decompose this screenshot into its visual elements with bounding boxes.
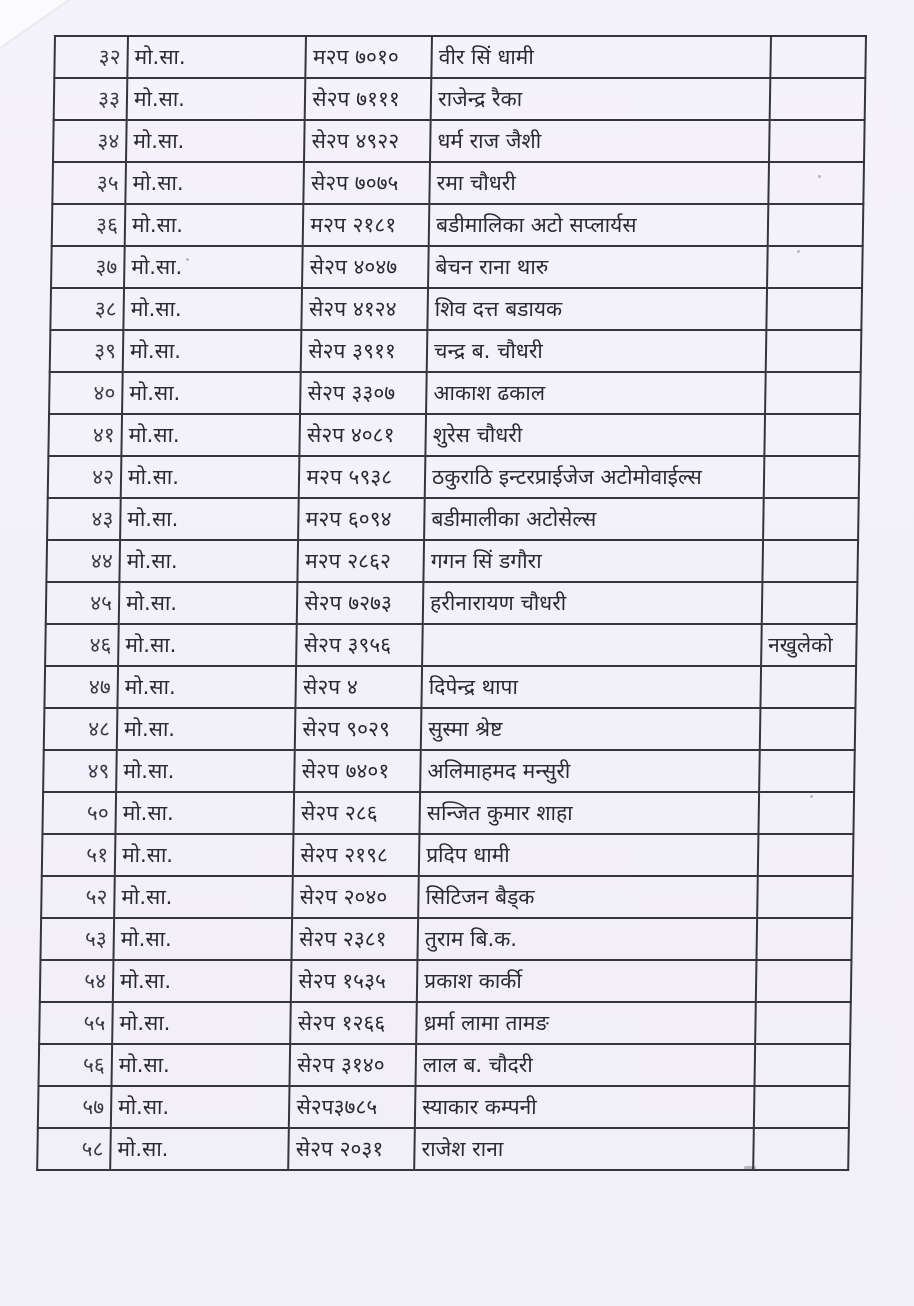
vehicle-type-cell: मो.सा.	[125, 204, 304, 246]
remarks-cell	[763, 456, 859, 498]
serial-number-cell: ४४	[46, 540, 120, 582]
serial-number-cell: ४६	[45, 624, 119, 666]
serial-number-cell: ३३	[54, 78, 128, 120]
registration-number-cell: से२प २०४०	[293, 876, 419, 918]
vehicle-type-cell: मो.सा.	[110, 1128, 289, 1170]
serial-number-cell: ३६	[52, 204, 126, 246]
table-row	[50, 330, 862, 372]
serial-number-cell: ४५	[46, 582, 120, 624]
vehicle-type-cell: मो.सा.	[123, 330, 302, 372]
registration-number-cell: से२प १२६६	[291, 1002, 417, 1044]
registration-number-cell: से२प २३८१	[292, 918, 418, 960]
remarks-cell	[757, 834, 853, 876]
vehicle-type-cell: मो.सा.	[125, 162, 304, 204]
serial-number-cell: ४१	[48, 414, 122, 456]
owner-name-cell: आकाश ढकाल	[426, 372, 765, 414]
table-row	[38, 1044, 850, 1086]
remarks-cell	[754, 1086, 850, 1128]
remarks-cell	[764, 414, 860, 456]
remarks-cell	[763, 498, 859, 540]
table-row	[39, 1002, 851, 1044]
owner-name-cell: प्रदिप धामी	[419, 834, 758, 876]
vehicle-type-cell: मो.सा.	[122, 372, 301, 414]
vehicle-type-cell: मो.सा.	[117, 708, 296, 750]
vehicle-type-cell: मो.सा.	[113, 918, 292, 960]
vehicle-type-cell: मो.सा.	[119, 540, 298, 582]
table-row	[48, 456, 860, 498]
registration-number-cell: म२प ५९३८	[299, 456, 425, 498]
registration-number-cell: से२प ७४०१	[294, 750, 420, 792]
table-row	[40, 918, 852, 960]
owner-name-cell: बडीमालीका अटोसेल्स	[424, 498, 763, 540]
vehicle-type-cell: मो.सा.	[114, 876, 293, 918]
table-row	[44, 708, 856, 750]
vehicle-type-cell: मो.सा.	[121, 456, 300, 498]
registration-number-cell: से२प ७२७३	[297, 582, 423, 624]
table-body	[37, 36, 866, 1170]
table-row	[38, 1086, 850, 1128]
table-row	[50, 288, 862, 330]
remarks-cell	[769, 78, 865, 120]
owner-name-cell: सिटिजन बैड्क	[418, 876, 757, 918]
table-row	[45, 624, 857, 666]
table-row	[52, 204, 864, 246]
vehicle-type-cell: मो.सा.	[124, 246, 303, 288]
remarks-cell	[757, 876, 853, 918]
remarks-cell	[766, 288, 862, 330]
registration-number-cell: से२प ३९११	[301, 330, 427, 372]
table-row	[37, 1128, 849, 1170]
serial-number-cell: ५८	[37, 1128, 111, 1170]
serial-number-cell: ५१	[42, 834, 116, 876]
serial-number-cell: ५०	[42, 792, 116, 834]
remarks-cell	[755, 1002, 851, 1044]
table-row	[53, 120, 865, 162]
registration-number-cell: से२प ३३०७	[300, 372, 426, 414]
registration-number-cell: से२प ४०४७	[302, 246, 428, 288]
owner-name-cell: चन्द्र ब. चौधरी	[427, 330, 766, 372]
vehicle-type-cell: मो.सा.	[126, 120, 305, 162]
registration-number-cell: म२प ७०१०	[306, 36, 432, 78]
table-row	[42, 792, 854, 834]
serial-number-cell: ३४	[53, 120, 127, 162]
registration-number-cell: से२प १५३५	[291, 960, 417, 1002]
vehicle-type-cell: मो.सा.	[116, 750, 295, 792]
table-row	[48, 414, 860, 456]
serial-number-cell: ३५	[52, 162, 126, 204]
registration-number-cell: से२प ९०२९	[295, 708, 421, 750]
table-row	[52, 162, 864, 204]
vehicle-type-cell: मो.सा.	[119, 582, 298, 624]
serial-number-cell: ३९	[50, 330, 124, 372]
serial-number-cell: ५२	[41, 876, 115, 918]
serial-number-cell: ५३	[40, 918, 114, 960]
remarks-cell	[770, 36, 866, 78]
remarks-cell	[765, 330, 861, 372]
registration-number-cell: से२प ७१११	[305, 78, 431, 120]
remarks-cell	[760, 666, 856, 708]
table-row	[51, 246, 863, 288]
table-row	[49, 372, 861, 414]
remarks-cell	[767, 204, 863, 246]
serial-number-cell: ५५	[39, 1002, 113, 1044]
owner-name-cell: लाल ब. चौदरी	[416, 1044, 755, 1086]
serial-number-cell: ३७	[51, 246, 125, 288]
serial-number-cell: ४३	[47, 498, 121, 540]
owner-name-cell: शुरेस चौधरी	[425, 414, 764, 456]
owner-name-cell: स्याकार कम्पनी	[415, 1086, 754, 1128]
registration-number-cell: से२प ३९५६	[296, 624, 422, 666]
owner-name-cell: गगन सिं डगौरा	[424, 540, 763, 582]
remarks-cell	[769, 120, 865, 162]
registration-number-cell: से२प ४	[296, 666, 422, 708]
serial-number-cell: ४०	[49, 372, 123, 414]
vehicle-list-table-wrapper	[36, 35, 867, 1171]
registration-number-cell: से२प ७०७५	[304, 162, 430, 204]
registration-number-cell: से२प २८६	[294, 792, 420, 834]
owner-name-cell	[422, 624, 761, 666]
owner-name-cell: ध्रर्मा लामा तामङ	[416, 1002, 755, 1044]
remarks-cell: नखुलेको	[761, 624, 857, 666]
vehicle-type-cell: मो.सा.	[117, 666, 296, 708]
remarks-cell	[762, 540, 858, 582]
vehicle-type-cell: मो.सा.	[112, 1002, 291, 1044]
owner-name-cell: शिव दत्त बडायक	[427, 288, 766, 330]
vehicle-type-cell: मो.सा.	[123, 288, 302, 330]
owner-name-cell: सुस्मा श्रेष्ट	[421, 708, 760, 750]
serial-number-cell: ५४	[40, 960, 114, 1002]
table-row	[42, 834, 854, 876]
registration-number-cell: से२प ४९२२	[304, 120, 430, 162]
serial-number-cell: ३२	[54, 36, 128, 78]
owner-name-cell: वीर सिं धामी	[431, 36, 770, 78]
remarks-cell	[754, 1044, 850, 1086]
remarks-cell	[765, 372, 861, 414]
registration-number-cell: से२प३७८५	[289, 1086, 415, 1128]
remarks-cell	[768, 162, 864, 204]
serial-number-cell: ४९	[43, 750, 117, 792]
serial-number-cell: ४७	[44, 666, 118, 708]
vehicle-type-cell: मो.सा.	[113, 960, 292, 1002]
vehicle-type-cell: मो.सा.	[127, 36, 306, 78]
owner-name-cell: तुराम बि.क.	[418, 918, 757, 960]
registration-number-cell: से२प २१९८	[293, 834, 419, 876]
vehicle-type-cell: मो.सा.	[118, 624, 297, 666]
vehicle-list-table	[36, 35, 867, 1171]
remarks-cell	[759, 750, 855, 792]
owner-name-cell: बेचन राना थारु	[428, 246, 767, 288]
remarks-cell	[753, 1128, 849, 1170]
serial-number-cell: ४८	[44, 708, 118, 750]
remarks-cell	[759, 708, 855, 750]
vehicle-type-cell: मो.सा.	[115, 792, 294, 834]
owner-name-cell: राजेन्द्र रैका	[431, 78, 770, 120]
table-row	[44, 666, 856, 708]
registration-number-cell: से२प ४०८१	[300, 414, 426, 456]
registration-number-cell: म२प ६०९४	[298, 498, 424, 540]
serial-number-cell: ४२	[48, 456, 122, 498]
table-row	[47, 498, 859, 540]
serial-number-cell: ५६	[38, 1044, 112, 1086]
remarks-cell	[758, 792, 854, 834]
vehicle-type-cell: मो.सा.	[111, 1086, 290, 1128]
registration-number-cell: से२प ३१४०	[290, 1044, 416, 1086]
registration-number-cell: म२प २८६२	[298, 540, 424, 582]
owner-name-cell: धर्म राज जैशी	[430, 120, 769, 162]
serial-number-cell: ३८	[50, 288, 124, 330]
serial-number-cell: ५७	[38, 1086, 112, 1128]
registration-number-cell: से२प ४१२४	[302, 288, 428, 330]
vehicle-type-cell: मो.सा.	[120, 498, 299, 540]
registration-number-cell: से२प २०३१	[289, 1128, 415, 1170]
owner-name-cell: प्रकाश कार्की	[417, 960, 756, 1002]
table-row	[46, 540, 858, 582]
vehicle-type-cell: मो.सा.	[115, 834, 294, 876]
owner-name-cell: अलिमाहमद मन्सुरी	[420, 750, 759, 792]
registration-number-cell: म२प २१८१	[303, 204, 429, 246]
remarks-cell	[755, 960, 851, 1002]
owner-name-cell: रमा चौधरी	[429, 162, 768, 204]
vehicle-type-cell: मो.सा.	[127, 78, 306, 120]
table-row	[41, 876, 853, 918]
owner-name-cell: हरीनारायण चौधरी	[423, 582, 762, 624]
owner-name-cell: ठकुराठि इन्टरप्राईजेज अटोमोवाईल्स	[425, 456, 764, 498]
owner-name-cell: सन्जित कुमार शाहा	[420, 792, 759, 834]
owner-name-cell: बडीमालिका अटो सप्लार्यस	[429, 204, 768, 246]
vehicle-type-cell: मो.सा.	[111, 1044, 290, 1086]
remarks-cell	[767, 246, 863, 288]
table-row	[40, 960, 852, 1002]
owner-name-cell: दिपेन्द्र थापा	[422, 666, 761, 708]
vehicle-type-cell: मो.सा.	[121, 414, 300, 456]
table-row	[46, 582, 858, 624]
remarks-cell	[756, 918, 852, 960]
table-row	[54, 36, 866, 78]
table-row	[43, 750, 855, 792]
owner-name-cell: राजेश राना	[414, 1128, 753, 1170]
table-row	[54, 78, 866, 120]
remarks-cell	[761, 582, 857, 624]
